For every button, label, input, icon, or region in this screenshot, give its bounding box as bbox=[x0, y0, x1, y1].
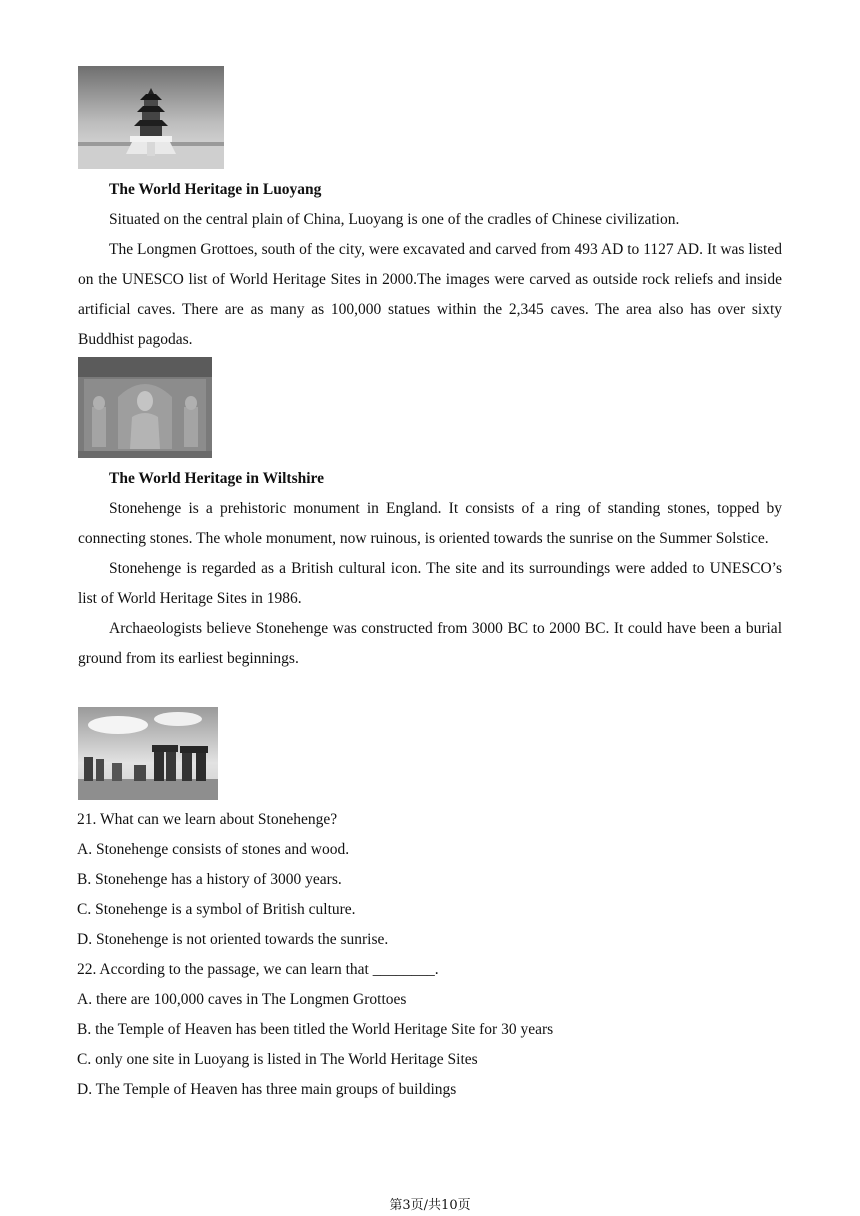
wiltshire-paragraph-3: Archaeologists believe Stonehenge was constructed from 3000 BC to 2000 BC. It could have been a burial ground from its earliest beginnings. bbox=[78, 620, 782, 667]
question-21-stem: 21. What can we learn about Stonehenge? bbox=[77, 811, 338, 828]
question-21-option-c: C. Stonehenge is a symbol of British culture. bbox=[77, 901, 356, 918]
wiltshire-paragraph-1: Stonehenge is a prehistoric monument in England. It consists of a ring of standing stones, topped by connecting stones. The whole monument, now ruinous, is oriented towards the sunrise on the Summer Solstice. bbox=[78, 500, 782, 547]
wiltshire-body bbox=[78, 494, 782, 674]
temple-of-heaven-photo bbox=[78, 66, 224, 169]
question-22-option-b: B. the Temple of Heaven has been titled the World Heritage Site for 30 years bbox=[77, 1021, 554, 1038]
luoyang-paragraph-2: The Longmen Grottoes, south of the city, were excavated and carved from 493 AD to 1127 AD. It was listed on the UNESCO list of World Heritage Sites in 2000.The images were carved as outside rock reliefs and inside artificial caves. There are as many as 100,000 statues within the 2,345 caves. The area also has over sixty Buddhist pagodas. bbox=[78, 241, 782, 348]
question-22-option-c: C. only one site in Luoyang is listed in The World Heritage Sites bbox=[77, 1051, 478, 1068]
question-21-option-d: D. Stonehenge is not oriented towards the sunrise. bbox=[77, 931, 389, 948]
luoyang-body bbox=[78, 205, 782, 355]
wiltshire-paragraph-2: Stonehenge is regarded as a British cultural icon. The site and its surroundings were added to UNESCO’s list of World Heritage Sites in 1986. bbox=[78, 560, 782, 607]
questions-section bbox=[77, 805, 782, 1105]
question-22-option-a: A. there are 100,000 caves in The Longmen Grottoes bbox=[77, 991, 407, 1008]
question-21-option-b: B. Stonehenge has a history of 3000 years. bbox=[77, 871, 342, 888]
stonehenge-photo bbox=[78, 707, 218, 800]
wiltshire-heading: The World Heritage in Wiltshire bbox=[109, 470, 325, 487]
question-21-option-a: A. Stonehenge consists of stones and wood. bbox=[77, 841, 350, 858]
longmen-grottoes-photo bbox=[78, 357, 212, 458]
question-22-option-d: D. The Temple of Heaven has three main groups of buildings bbox=[77, 1081, 457, 1098]
luoyang-heading: The World Heritage in Luoyang bbox=[109, 181, 322, 198]
luoyang-paragraph-1: Situated on the central plain of China, Luoyang is one of the cradles of Chinese civilization. bbox=[109, 211, 680, 228]
page-number-footer: 第3页/共10页 bbox=[389, 1198, 471, 1213]
question-22-stem: 22. According to the passage, we can learn that ________. bbox=[77, 961, 439, 978]
